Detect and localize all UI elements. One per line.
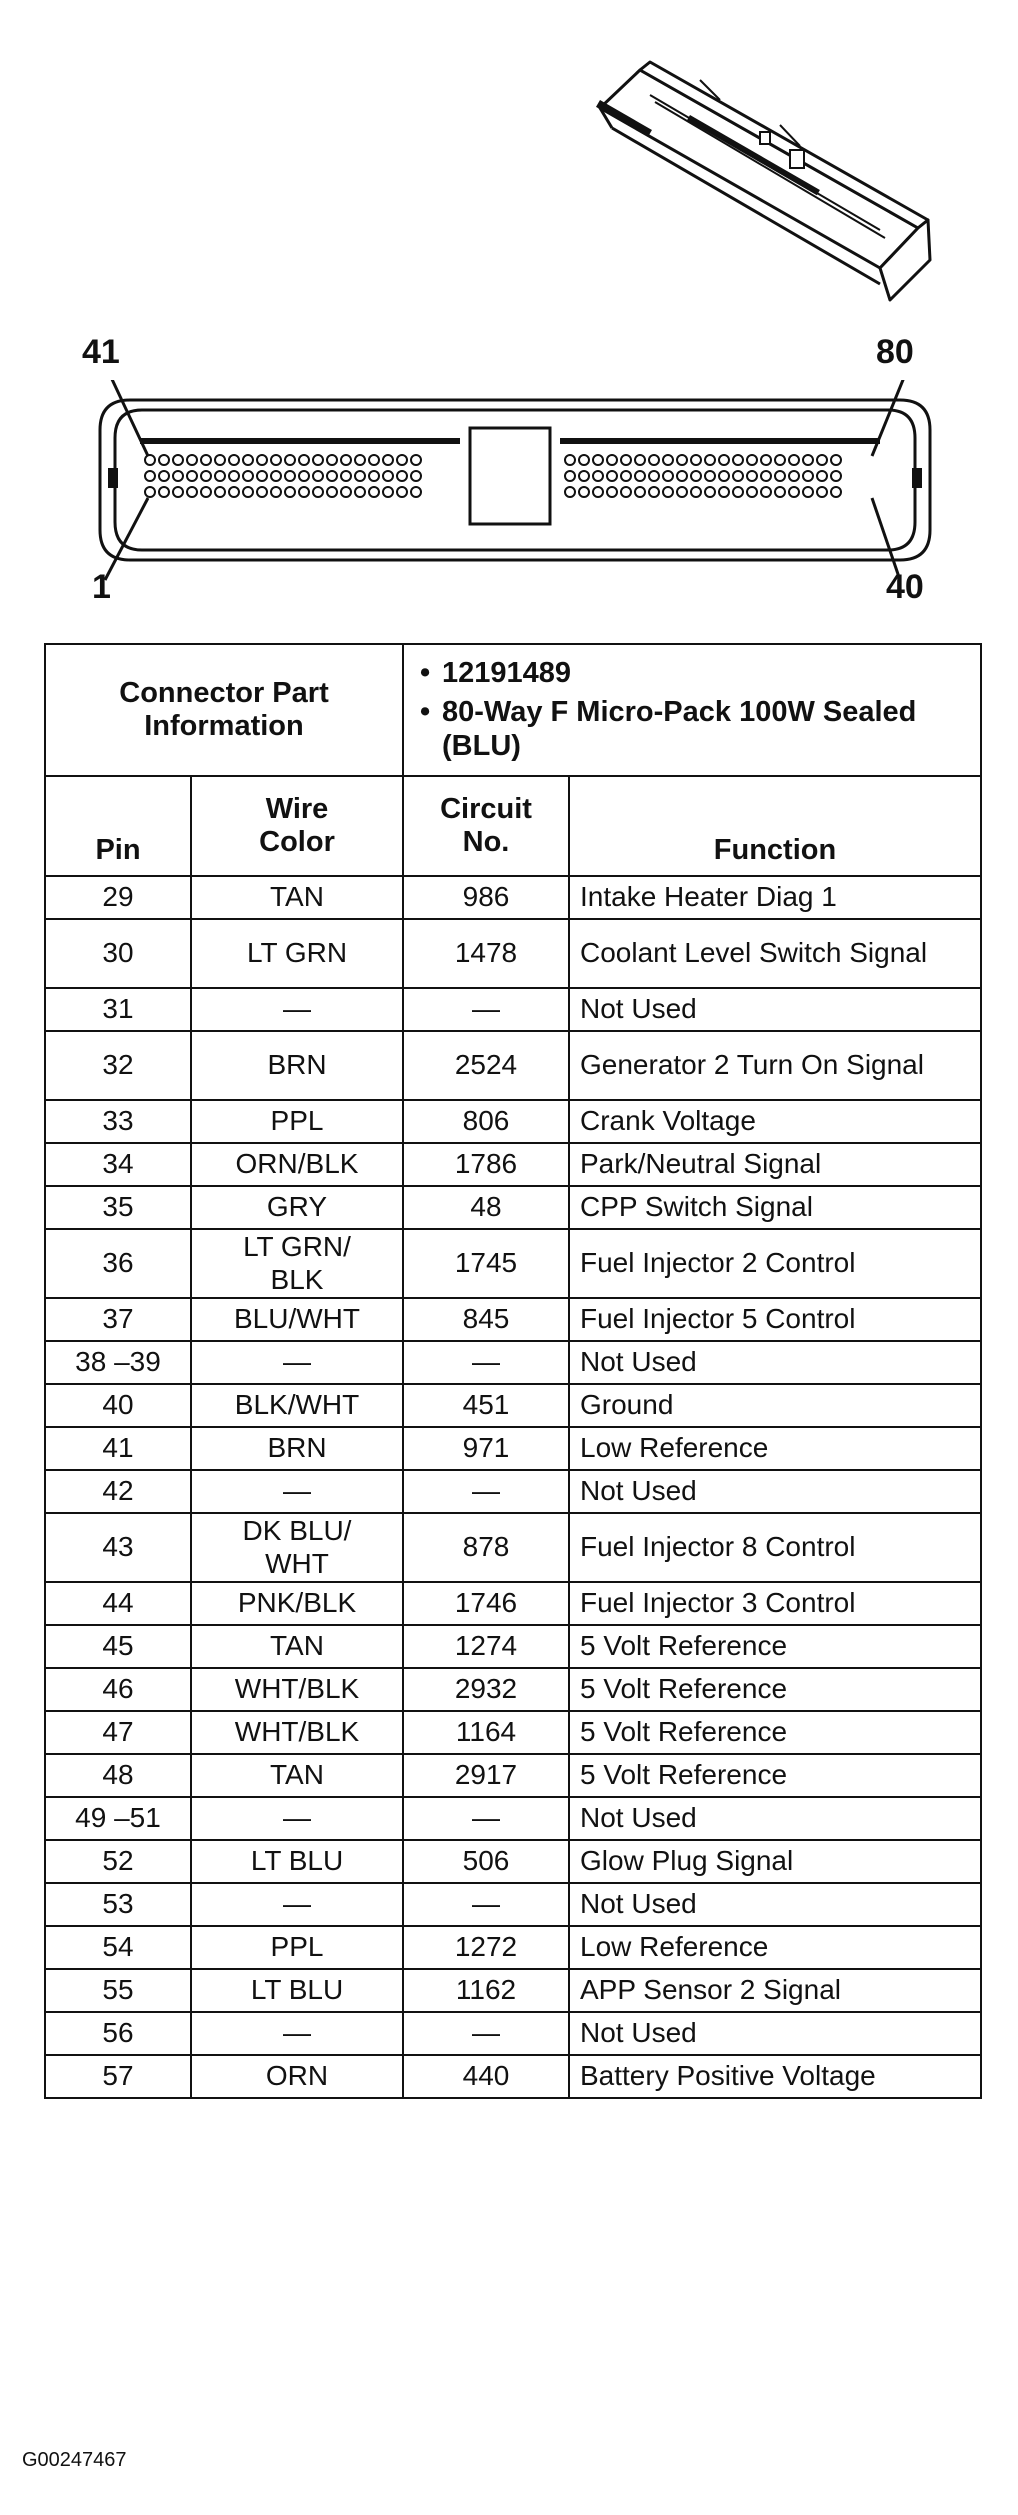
- column-header-row: [45, 776, 981, 876]
- wire-color-cell: TAN: [191, 876, 403, 919]
- function-cell: Not Used: [569, 1883, 981, 1926]
- function-cell: Fuel Injector 5 Control: [569, 1298, 981, 1341]
- wire-color-cell: —: [191, 1883, 403, 1926]
- function-cell: Battery Positive Voltage: [569, 2055, 981, 2098]
- part-description: • 80-Way F Micro-Pack 100W Sealed (BLU): [442, 696, 980, 763]
- function-cell: 5 Volt Reference: [569, 1625, 981, 1668]
- wire-color-cell: WHT/BLK: [191, 1711, 403, 1754]
- table-row: [45, 1427, 981, 1470]
- wire-color-cell: —: [191, 1341, 403, 1384]
- pin-cell: 43: [45, 1513, 191, 1582]
- pin-label-1: 1: [92, 568, 111, 606]
- connector-face-view: [0, 380, 1018, 640]
- pin-cell: 44: [45, 1582, 191, 1625]
- function-cell: Fuel Injector 8 Control: [569, 1513, 981, 1582]
- wire-color-cell: WHT/BLK: [191, 1668, 403, 1711]
- wire-color-cell: PPL: [191, 1926, 403, 1969]
- part-details-list: [420, 657, 980, 763]
- wire-color-cell: TAN: [191, 1625, 403, 1668]
- circuit-number-cell: 1162: [403, 1969, 569, 2012]
- pin-cell: 52: [45, 1840, 191, 1883]
- table-row: [45, 1513, 981, 1582]
- pin-cell: 49 –51: [45, 1797, 191, 1840]
- function-cell: Intake Heater Diag 1: [569, 876, 981, 919]
- circuit-number-cell: —: [403, 1470, 569, 1513]
- pin-cell: 31: [45, 988, 191, 1031]
- connector-diagram: [0, 0, 1018, 640]
- table-row: [45, 1100, 981, 1143]
- pin-cell: 57: [45, 2055, 191, 2098]
- pin-cell: 40: [45, 1384, 191, 1427]
- circuit-number-cell: 48: [403, 1186, 569, 1229]
- wire-color-cell: LT GRN: [191, 919, 403, 988]
- table-row: [45, 1840, 981, 1883]
- function-cell: Park/Neutral Signal: [569, 1143, 981, 1186]
- table-row: [45, 1625, 981, 1668]
- circuit-number-cell: —: [403, 1883, 569, 1926]
- table-row: [45, 1797, 981, 1840]
- wire-color-cell: BRN: [191, 1031, 403, 1100]
- connector-info-row: [45, 644, 981, 776]
- function-cell: Fuel Injector 3 Control: [569, 1582, 981, 1625]
- function-cell: Low Reference: [569, 1926, 981, 1969]
- function-cell: Not Used: [569, 1797, 981, 1840]
- column-header-wire-color: [191, 776, 403, 876]
- wire-color-cell: LT BLU: [191, 1840, 403, 1883]
- circuit-number-cell: 506: [403, 1840, 569, 1883]
- circuit-number-cell: 451: [403, 1384, 569, 1427]
- function-cell: Crank Voltage: [569, 1100, 981, 1143]
- circuit-number-cell: 1746: [403, 1582, 569, 1625]
- wire-color-cell: GRY: [191, 1186, 403, 1229]
- column-header-pin: Pin: [45, 776, 191, 876]
- function-cell: Fuel Injector 2 Control: [569, 1229, 981, 1298]
- circuit-number-cell: —: [403, 1797, 569, 1840]
- column-header-function: Function: [569, 776, 981, 876]
- circuit-number-cell: 986: [403, 876, 569, 919]
- circuit-number-cell: 2932: [403, 1668, 569, 1711]
- part-number: • 12191489: [442, 657, 980, 690]
- connector-3d-drawing: [0, 0, 1018, 330]
- circuit-number-cell: 440: [403, 2055, 569, 2098]
- pin-cell: 30: [45, 919, 191, 988]
- wire-color-cell: —: [191, 2012, 403, 2055]
- circuit-number-cell: —: [403, 988, 569, 1031]
- circuit-number-cell: 1164: [403, 1711, 569, 1754]
- wire-color-cell: PNK/BLK: [191, 1582, 403, 1625]
- table-row: [45, 1582, 981, 1625]
- column-header-circuit-no: [403, 776, 569, 876]
- circuit-number-cell: 878: [403, 1513, 569, 1582]
- circuit-number-cell: 1274: [403, 1625, 569, 1668]
- circuit-number-cell: 1745: [403, 1229, 569, 1298]
- pin-cell: 54: [45, 1926, 191, 1969]
- function-cell: Not Used: [569, 2012, 981, 2055]
- wire-color-cell: ORN: [191, 2055, 403, 2098]
- table-row: [45, 988, 981, 1031]
- table-row: [45, 1186, 981, 1229]
- circuit-number-cell: 1786: [403, 1143, 569, 1186]
- connector-pinout-table: [44, 643, 982, 2099]
- table-row: [45, 1754, 981, 1797]
- table-row: [45, 1341, 981, 1384]
- pin-cell: 38 –39: [45, 1341, 191, 1384]
- table-row: [45, 919, 981, 988]
- wire-color-cell: LT GRN/ BLK: [191, 1229, 403, 1298]
- function-cell: Not Used: [569, 988, 981, 1031]
- pin-cell: 48: [45, 1754, 191, 1797]
- connector-info-heading: [45, 644, 403, 776]
- function-cell: 5 Volt Reference: [569, 1668, 981, 1711]
- wire-color-cell: PPL: [191, 1100, 403, 1143]
- table-row: [45, 2012, 981, 2055]
- connector-part-details: [403, 644, 981, 776]
- table-row: [45, 1298, 981, 1341]
- circuit-number-cell: 2917: [403, 1754, 569, 1797]
- function-cell: CPP Switch Signal: [569, 1186, 981, 1229]
- table-row: [45, 1229, 981, 1298]
- table-row: [45, 1668, 981, 1711]
- table-row: [45, 1384, 981, 1427]
- circuit-number-cell: 1272: [403, 1926, 569, 1969]
- connector-info-heading-text: Connector Part Information: [119, 677, 329, 742]
- table-row: [45, 1711, 981, 1754]
- wire-color-cell: BLK/WHT: [191, 1384, 403, 1427]
- pin-cell: 41: [45, 1427, 191, 1470]
- function-cell: 5 Volt Reference: [569, 1711, 981, 1754]
- pin-label-40: 40: [886, 568, 924, 606]
- pin-cell: 36: [45, 1229, 191, 1298]
- function-cell: Glow Plug Signal: [569, 1840, 981, 1883]
- pin-cell: 46: [45, 1668, 191, 1711]
- table-row: [45, 1969, 981, 2012]
- function-cell: Low Reference: [569, 1427, 981, 1470]
- pin-cell: 45: [45, 1625, 191, 1668]
- wire-color-cell: —: [191, 1797, 403, 1840]
- wire-color-cell: —: [191, 1470, 403, 1513]
- pin-cell: 35: [45, 1186, 191, 1229]
- pin-cell: 53: [45, 1883, 191, 1926]
- pin-cell: 37: [45, 1298, 191, 1341]
- circuit-number-cell: 2524: [403, 1031, 569, 1100]
- wire-color-cell: —: [191, 988, 403, 1031]
- wire-color-cell: ORN/BLK: [191, 1143, 403, 1186]
- table-row: [45, 1883, 981, 1926]
- pin-cell: 47: [45, 1711, 191, 1754]
- column-header-circuit-no-text: Circuit No.: [440, 792, 532, 858]
- circuit-number-cell: —: [403, 1341, 569, 1384]
- circuit-number-cell: 806: [403, 1100, 569, 1143]
- pin-cell: 33: [45, 1100, 191, 1143]
- table-row: [45, 876, 981, 919]
- circuit-number-cell: 845: [403, 1298, 569, 1341]
- pin-label-80: 80: [876, 333, 914, 371]
- pin-cell: 34: [45, 1143, 191, 1186]
- wire-color-cell: LT BLU: [191, 1969, 403, 2012]
- pin-cell: 42: [45, 1470, 191, 1513]
- pin-label-41: 41: [82, 333, 120, 371]
- table-row: [45, 2055, 981, 2098]
- function-cell: Ground: [569, 1384, 981, 1427]
- function-cell: Not Used: [569, 1341, 981, 1384]
- circuit-number-cell: 1478: [403, 919, 569, 988]
- wire-color-cell: TAN: [191, 1754, 403, 1797]
- pin-cell: 56: [45, 2012, 191, 2055]
- table-row: [45, 1031, 981, 1100]
- function-cell: 5 Volt Reference: [569, 1754, 981, 1797]
- pin-cell: 29: [45, 876, 191, 919]
- circuit-number-cell: 971: [403, 1427, 569, 1470]
- function-cell: Not Used: [569, 1470, 981, 1513]
- pin-cell: 32: [45, 1031, 191, 1100]
- function-cell: Generator 2 Turn On Signal: [569, 1031, 981, 1100]
- pin-cell: 55: [45, 1969, 191, 2012]
- function-cell: Coolant Level Switch Signal: [569, 919, 981, 988]
- table-row: [45, 1926, 981, 1969]
- table-row: [45, 1143, 981, 1186]
- figure-code: G00247467: [22, 2449, 127, 2471]
- column-header-wire-color-text: Wire Color: [259, 792, 335, 858]
- circuit-number-cell: —: [403, 2012, 569, 2055]
- table-row: [45, 1470, 981, 1513]
- function-cell: APP Sensor 2 Signal: [569, 1969, 981, 2012]
- wire-color-cell: BLU/WHT: [191, 1298, 403, 1341]
- wire-color-cell: BRN: [191, 1427, 403, 1470]
- wire-color-cell: DK BLU/ WHT: [191, 1513, 403, 1582]
